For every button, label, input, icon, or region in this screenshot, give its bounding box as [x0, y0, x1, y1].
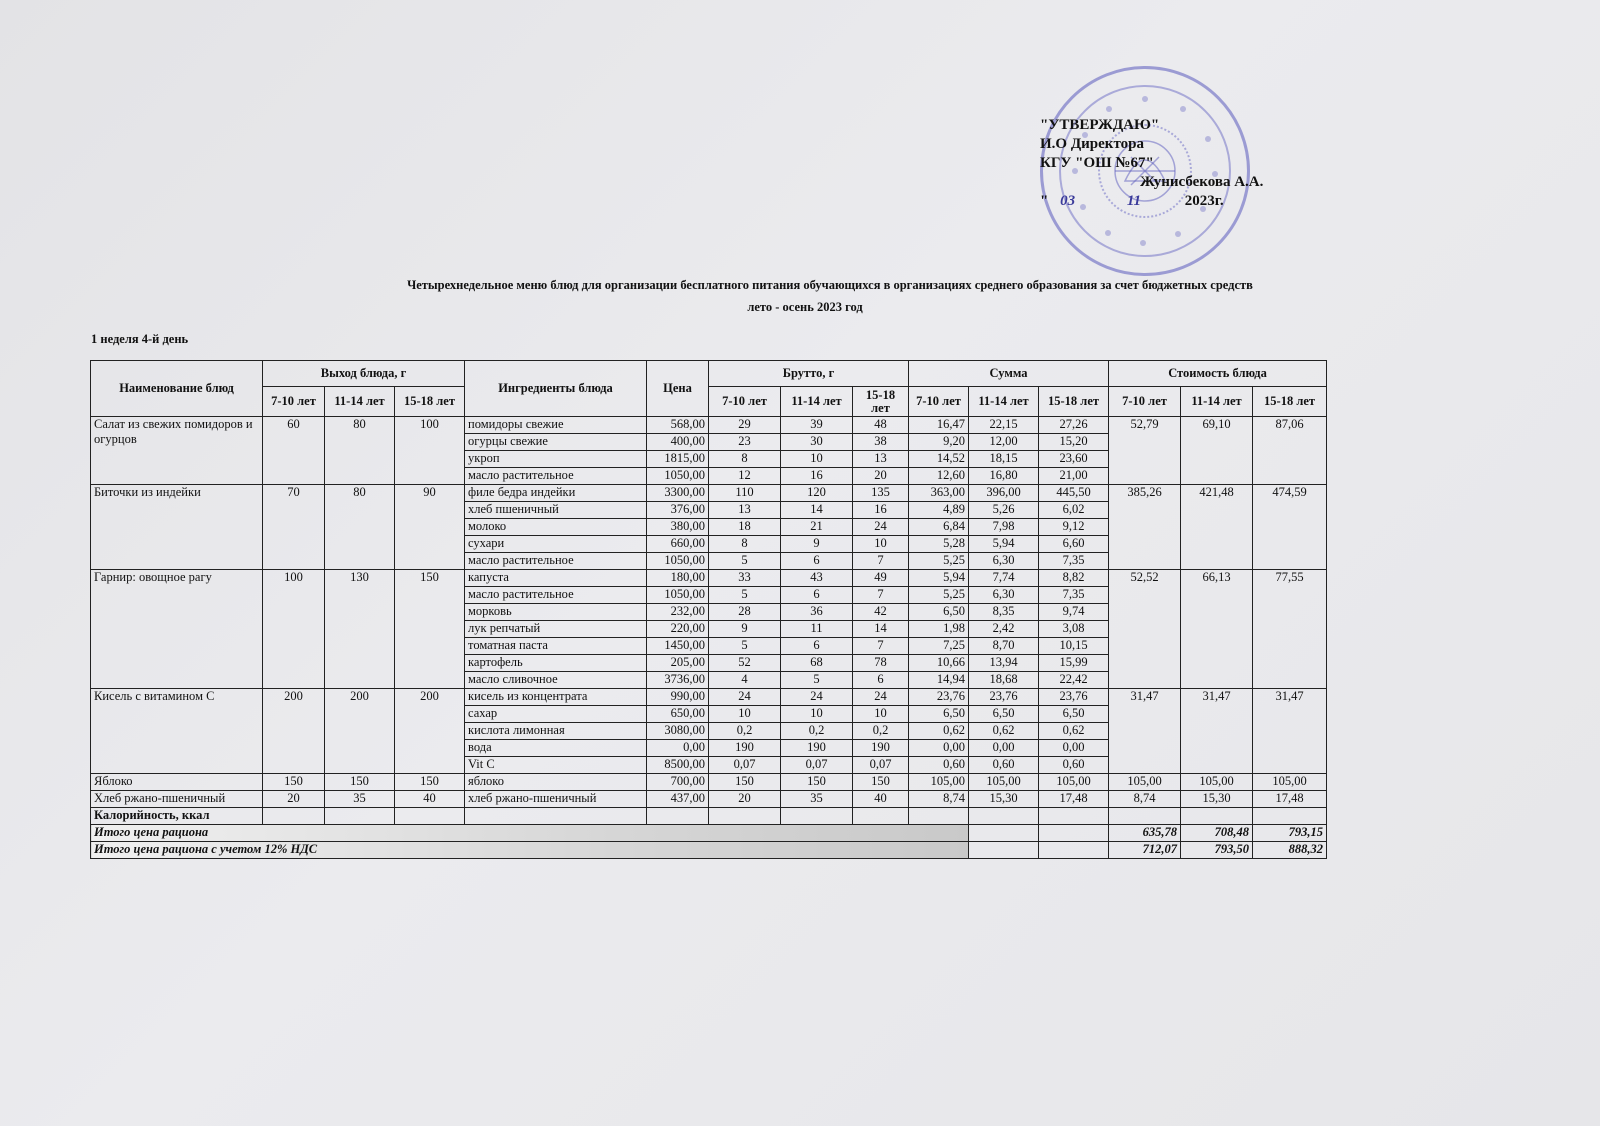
ingredient-sum: 23,76: [969, 689, 1039, 706]
ingredient-sum: 6,60: [1039, 536, 1109, 553]
ingredient-name: сахар: [465, 706, 647, 723]
ingredient-price: 380,00: [647, 519, 709, 536]
ingredient-brutto: 120: [781, 485, 853, 502]
approval-date-day: 03: [1060, 193, 1076, 209]
ingredient-sum: 12,00: [969, 434, 1039, 451]
ingredient-brutto: 21: [781, 519, 853, 536]
ingredient-price: 568,00: [647, 417, 709, 434]
dish-cost: 52,52: [1109, 570, 1181, 689]
ingredient-name: яблоко: [465, 774, 647, 791]
ingredient-name: огурцы свежие: [465, 434, 647, 451]
ingredient-name: хлеб ржано-пшеничный: [465, 791, 647, 808]
ingredient-name: масло сливочное: [465, 672, 647, 689]
dish-cost: 52,79: [1109, 417, 1181, 485]
total-row: [91, 842, 1327, 859]
ingredient-sum: 5,94: [969, 536, 1039, 553]
calories-cell: [263, 808, 325, 825]
table-row: [91, 774, 1327, 791]
ingredient-sum: 6,50: [969, 706, 1039, 723]
ingredient-price: 650,00: [647, 706, 709, 723]
ingredient-sum: 22,42: [1039, 672, 1109, 689]
table-row: [91, 570, 1327, 587]
ingredient-name: кисель из концентрата: [465, 689, 647, 706]
total-value: 793,50: [1181, 842, 1253, 859]
ingredient-sum: 23,76: [909, 689, 969, 706]
ingredient-sum: 9,74: [1039, 604, 1109, 621]
ingredient-brutto: 49: [853, 570, 909, 587]
approval-block: [1040, 116, 1300, 211]
ingredient-name: филе бедра индейки: [465, 485, 647, 502]
menu-table: [90, 360, 1327, 859]
ingredient-name: молоко: [465, 519, 647, 536]
dish-yield: 130: [325, 570, 395, 689]
header-yield-age2: 11-14 лет: [325, 387, 395, 417]
dish-cost: 17,48: [1253, 791, 1327, 808]
table-row: [91, 791, 1327, 808]
ingredient-brutto: 35: [781, 791, 853, 808]
ingredient-brutto: 5: [709, 553, 781, 570]
ingredient-brutto: 28: [709, 604, 781, 621]
ingredient-name: картофель: [465, 655, 647, 672]
ingredient-brutto: 150: [781, 774, 853, 791]
ingredient-brutto: 7: [853, 553, 909, 570]
dish-cost: 105,00: [1181, 774, 1253, 791]
ingredient-name: лук репчатый: [465, 621, 647, 638]
header-cost-age3: 15-18 лет: [1253, 387, 1327, 417]
ingredient-brutto: 14: [853, 621, 909, 638]
ingredient-name: Vit C: [465, 757, 647, 774]
ingredient-name: сухари: [465, 536, 647, 553]
ingredient-sum: 1,98: [909, 621, 969, 638]
ingredient-price: 1050,00: [647, 553, 709, 570]
dish-yield: 20: [263, 791, 325, 808]
ingredient-sum: 18,68: [969, 672, 1039, 689]
ingredient-sum: 8,74: [909, 791, 969, 808]
ingredient-brutto: 110: [709, 485, 781, 502]
calories-cell: [465, 808, 647, 825]
total-blank: [969, 825, 1039, 842]
calories-cell: [647, 808, 709, 825]
ingredient-sum: 105,00: [1039, 774, 1109, 791]
ingredient-sum: 6,50: [909, 604, 969, 621]
dish-yield: 150: [263, 774, 325, 791]
dish-yield: 35: [325, 791, 395, 808]
ingredient-price: 660,00: [647, 536, 709, 553]
ingredient-sum: 5,25: [909, 553, 969, 570]
header-sum-age1: 7-10 лет: [909, 387, 969, 417]
ingredient-sum: 4,89: [909, 502, 969, 519]
ingredient-price: 1450,00: [647, 638, 709, 655]
ingredient-price: 8500,00: [647, 757, 709, 774]
ingredient-brutto: 190: [781, 740, 853, 757]
ingredient-brutto: 20: [709, 791, 781, 808]
total-value: 708,48: [1181, 825, 1253, 842]
ingredient-brutto: 12: [709, 468, 781, 485]
dish-cost: 385,26: [1109, 485, 1181, 570]
ingredient-brutto: 150: [853, 774, 909, 791]
dish-cost: 31,47: [1253, 689, 1327, 774]
ingredient-sum: 5,28: [909, 536, 969, 553]
ingredient-brutto: 39: [781, 417, 853, 434]
total-label: Итого цена рациона: [91, 825, 969, 842]
total-row: [91, 825, 1327, 842]
dish-cost: 69,10: [1181, 417, 1253, 485]
ingredient-sum: 7,35: [1039, 587, 1109, 604]
ingredient-sum: 105,00: [969, 774, 1039, 791]
ingredient-brutto: 30: [781, 434, 853, 451]
ingredient-sum: 6,50: [1039, 706, 1109, 723]
dish-yield: 100: [395, 417, 465, 485]
ingredient-name: масло растительное: [465, 587, 647, 604]
dish-yield: 200: [263, 689, 325, 774]
ingredient-sum: 0,00: [1039, 740, 1109, 757]
ingredient-brutto: 10: [853, 536, 909, 553]
ingredient-sum: 16,47: [909, 417, 969, 434]
ingredient-brutto: 48: [853, 417, 909, 434]
ingredient-brutto: 24: [853, 689, 909, 706]
calories-cell: [909, 808, 969, 825]
header-cost: Стоимость блюда: [1109, 361, 1327, 387]
header-cost-age2: 11-14 лет: [1181, 387, 1253, 417]
ingredient-brutto: 68: [781, 655, 853, 672]
ingredient-sum: 18,15: [969, 451, 1039, 468]
ingredient-name: кислота лимонная: [465, 723, 647, 740]
ingredient-sum: 0,00: [909, 740, 969, 757]
ingredient-price: 220,00: [647, 621, 709, 638]
dish-cost: 77,55: [1253, 570, 1327, 689]
dish-yield: 80: [325, 417, 395, 485]
ingredient-brutto: 20: [853, 468, 909, 485]
ingredient-brutto: 24: [709, 689, 781, 706]
approval-date: " 03 11 2023г.: [1040, 193, 1224, 209]
ingredient-brutto: 16: [853, 502, 909, 519]
ingredient-brutto: 4: [709, 672, 781, 689]
calories-cell: [395, 808, 465, 825]
ingredient-price: 1815,00: [647, 451, 709, 468]
ingredient-price: 400,00: [647, 434, 709, 451]
dish-yield: 80: [325, 485, 395, 570]
calories-label: Калорийность, ккал: [91, 808, 263, 825]
ingredient-brutto: 7: [853, 587, 909, 604]
ingredient-brutto: 40: [853, 791, 909, 808]
ingredient-brutto: 24: [853, 519, 909, 536]
ingredient-price: 376,00: [647, 502, 709, 519]
calories-cell: [325, 808, 395, 825]
dish-yield: 70: [263, 485, 325, 570]
ingredient-name: морковь: [465, 604, 647, 621]
dish-yield: 200: [395, 689, 465, 774]
header-brutto: Брутто, г: [709, 361, 909, 387]
ingredient-name: укроп: [465, 451, 647, 468]
title-line-2: лето - осень 2023 год: [747, 300, 863, 314]
ingredient-sum: 7,25: [909, 638, 969, 655]
ingredient-price: 990,00: [647, 689, 709, 706]
ingredient-brutto: 6: [781, 638, 853, 655]
ingredient-price: 1050,00: [647, 587, 709, 604]
ingredient-sum: 6,30: [969, 553, 1039, 570]
ingredient-price: 180,00: [647, 570, 709, 587]
ingredient-name: вода: [465, 740, 647, 757]
ingredient-price: 3300,00: [647, 485, 709, 502]
ingredient-sum: 2,42: [969, 621, 1039, 638]
ingredient-sum: 9,12: [1039, 519, 1109, 536]
ingredient-brutto: 6: [781, 553, 853, 570]
ingredient-sum: 7,35: [1039, 553, 1109, 570]
dish-yield: 150: [395, 570, 465, 689]
dish-cost: 15,30: [1181, 791, 1253, 808]
calories-cell: [1109, 808, 1181, 825]
ingredient-brutto: 0,07: [853, 757, 909, 774]
ingredient-price: 205,00: [647, 655, 709, 672]
header-cost-age1: 7-10 лет: [1109, 387, 1181, 417]
calories-cell: [853, 808, 909, 825]
ingredient-sum: 445,50: [1039, 485, 1109, 502]
ingredient-brutto: 5: [781, 672, 853, 689]
calories-cell: [1253, 808, 1327, 825]
ingredient-sum: 0,60: [909, 757, 969, 774]
dish-yield: 90: [395, 485, 465, 570]
ingredient-sum: 9,20: [909, 434, 969, 451]
ingredient-price: 3080,00: [647, 723, 709, 740]
table-row: [91, 485, 1327, 502]
ingredient-sum: 0,62: [969, 723, 1039, 740]
total-blank: [969, 842, 1039, 859]
ingredient-sum: 15,20: [1039, 434, 1109, 451]
ingredient-brutto: 0,07: [709, 757, 781, 774]
calories-cell: [1181, 808, 1253, 825]
ingredient-brutto: 0,2: [709, 723, 781, 740]
dish-yield: 150: [325, 774, 395, 791]
ingredient-brutto: 36: [781, 604, 853, 621]
dish-yield: 60: [263, 417, 325, 485]
ingredient-brutto: 9: [709, 621, 781, 638]
ingredient-price: 0,00: [647, 740, 709, 757]
dish-name: Гарнир: овощное рагу: [91, 570, 263, 689]
dish-cost: 105,00: [1253, 774, 1327, 791]
ingredient-brutto: 43: [781, 570, 853, 587]
ingredient-sum: 21,00: [1039, 468, 1109, 485]
dish-name: Салат из свежих помидоров и огурцов: [91, 417, 263, 485]
header-sum-age2: 11-14 лет: [969, 387, 1039, 417]
ingredient-sum: 3,08: [1039, 621, 1109, 638]
week-day-label: 1 неделя 4-й день: [91, 332, 189, 346]
header-brutto-age2: 11-14 лет: [781, 387, 853, 417]
ingredient-sum: 0,62: [1039, 723, 1109, 740]
ingredient-brutto: 18: [709, 519, 781, 536]
ingredient-name: хлеб пшеничный: [465, 502, 647, 519]
ingredient-sum: 6,02: [1039, 502, 1109, 519]
menu-body: [91, 417, 1327, 859]
ingredient-sum: 105,00: [909, 774, 969, 791]
dish-cost: 31,47: [1181, 689, 1253, 774]
ingredient-sum: 14,52: [909, 451, 969, 468]
header-price: Цена: [647, 361, 709, 417]
ingredient-price: 437,00: [647, 791, 709, 808]
ingredient-brutto: 33: [709, 570, 781, 587]
calories-cell: [781, 808, 853, 825]
document-title: [0, 274, 1600, 318]
header-brutto-age1: 7-10 лет: [709, 387, 781, 417]
ingredient-sum: 5,26: [969, 502, 1039, 519]
ingredient-sum: 14,94: [909, 672, 969, 689]
ingredient-brutto: 190: [853, 740, 909, 757]
approval-date-year: 2023г.: [1184, 193, 1224, 209]
dish-cost: 8,74: [1109, 791, 1181, 808]
total-value: 793,15: [1253, 825, 1327, 842]
ingredient-sum: 22,15: [969, 417, 1039, 434]
dish-name: Хлеб ржано-пшеничный: [91, 791, 263, 808]
ingredient-brutto: 78: [853, 655, 909, 672]
header-yield-age1: 7-10 лет: [263, 387, 325, 417]
ingredient-brutto: 9: [781, 536, 853, 553]
ingredient-name: масло растительное: [465, 468, 647, 485]
ingredient-brutto: 13: [709, 502, 781, 519]
header-yield-age3: 15-18 лет: [395, 387, 465, 417]
ingredient-brutto: 29: [709, 417, 781, 434]
dish-cost: 105,00: [1109, 774, 1181, 791]
ingredient-brutto: 190: [709, 740, 781, 757]
ingredient-sum: 0,62: [909, 723, 969, 740]
ingredient-brutto: 24: [781, 689, 853, 706]
header-sum-age3: 15-18 лет: [1039, 387, 1109, 417]
dish-cost: 421,48: [1181, 485, 1253, 570]
ingredient-sum: 5,94: [909, 570, 969, 587]
ingredient-sum: 6,50: [909, 706, 969, 723]
title-line-1: Четырехнедельное меню блюд для организации бесплатного питания обучающихся в организациях среднего образования за счет бюджетных средств: [407, 278, 1253, 292]
ingredient-price: 3736,00: [647, 672, 709, 689]
header-sum: Сумма: [909, 361, 1109, 387]
ingredient-brutto: 13: [853, 451, 909, 468]
ingredient-sum: 12,60: [909, 468, 969, 485]
dish-yield: 100: [263, 570, 325, 689]
dish-yield: 150: [395, 774, 465, 791]
ingredient-sum: 10,15: [1039, 638, 1109, 655]
ingredient-sum: 23,60: [1039, 451, 1109, 468]
ingredient-brutto: 150: [709, 774, 781, 791]
ingredient-name: капуста: [465, 570, 647, 587]
ingredient-sum: 8,82: [1039, 570, 1109, 587]
header-brutto-age3: 15-18 лет: [853, 387, 909, 417]
approval-organization: КГУ "ОШ №67": [1040, 155, 1154, 171]
calories-row: [91, 808, 1327, 825]
ingredient-sum: 363,00: [909, 485, 969, 502]
ingredient-brutto: 42: [853, 604, 909, 621]
total-label: Итого цена рациона с учетом 12% НДС: [91, 842, 969, 859]
dish-yield: 200: [325, 689, 395, 774]
ingredient-sum: 6,30: [969, 587, 1039, 604]
ingredient-brutto: 6: [853, 672, 909, 689]
ingredient-brutto: 14: [781, 502, 853, 519]
ingredient-brutto: 10: [709, 706, 781, 723]
ingredient-name: масло растительное: [465, 553, 647, 570]
dish-yield: 40: [395, 791, 465, 808]
ingredient-brutto: 16: [781, 468, 853, 485]
calories-cell: [969, 808, 1039, 825]
total-blank: [1039, 825, 1109, 842]
total-value: 888,32: [1253, 842, 1327, 859]
ingredient-sum: 15,99: [1039, 655, 1109, 672]
ingredient-sum: 13,94: [969, 655, 1039, 672]
ingredient-price: 700,00: [647, 774, 709, 791]
ingredient-brutto: 23: [709, 434, 781, 451]
approval-heading: "УТВЕРЖДАЮ": [1040, 117, 1160, 133]
ingredient-sum: 16,80: [969, 468, 1039, 485]
total-blank: [1039, 842, 1109, 859]
ingredient-sum: 5,25: [909, 587, 969, 604]
ingredient-sum: 8,35: [969, 604, 1039, 621]
ingredient-name: томатная паста: [465, 638, 647, 655]
ingredient-sum: 27,26: [1039, 417, 1109, 434]
ingredient-brutto: 38: [853, 434, 909, 451]
ingredient-sum: 7,74: [969, 570, 1039, 587]
ingredient-sum: 396,00: [969, 485, 1039, 502]
total-value: 635,78: [1109, 825, 1181, 842]
ingredient-brutto: 0,07: [781, 757, 853, 774]
ingredient-name: помидоры свежие: [465, 417, 647, 434]
dish-cost: 474,59: [1253, 485, 1327, 570]
ingredient-brutto: 52: [709, 655, 781, 672]
ingredient-brutto: 0,2: [781, 723, 853, 740]
ingredient-sum: 0,00: [969, 740, 1039, 757]
dish-name: Биточки из индейки: [91, 485, 263, 570]
ingredient-sum: 23,76: [1039, 689, 1109, 706]
ingredient-brutto: 0,2: [853, 723, 909, 740]
approval-signatory: Жунисбекова А.А.: [1140, 174, 1264, 190]
header-yield: Выход блюда, г: [263, 361, 465, 387]
approval-date-month: 11: [1126, 193, 1142, 209]
table-row: [91, 689, 1327, 706]
ingredient-sum: 8,70: [969, 638, 1039, 655]
approval-position: И.О Директора: [1040, 136, 1144, 152]
ingredient-sum: 0,60: [1039, 757, 1109, 774]
dish-name: Яблоко: [91, 774, 263, 791]
calories-cell: [709, 808, 781, 825]
ingredient-brutto: 11: [781, 621, 853, 638]
ingredient-sum: 17,48: [1039, 791, 1109, 808]
total-value: 712,07: [1109, 842, 1181, 859]
dish-cost: 66,13: [1181, 570, 1253, 689]
ingredient-brutto: 135: [853, 485, 909, 502]
ingredient-brutto: 6: [781, 587, 853, 604]
ingredient-brutto: 5: [709, 638, 781, 655]
ingredient-sum: 15,30: [969, 791, 1039, 808]
header-ingredients: Ингредиенты блюда: [465, 361, 647, 417]
dish-cost: 31,47: [1109, 689, 1181, 774]
ingredient-brutto: 5: [709, 587, 781, 604]
ingredient-price: 232,00: [647, 604, 709, 621]
ingredient-brutto: 10: [781, 706, 853, 723]
ingredient-brutto: 8: [709, 536, 781, 553]
ingredient-sum: 10,66: [909, 655, 969, 672]
table-row: [91, 417, 1327, 434]
ingredient-brutto: 8: [709, 451, 781, 468]
ingredient-brutto: 10: [853, 706, 909, 723]
ingredient-sum: 6,84: [909, 519, 969, 536]
dish-name: Кисель с витамином С: [91, 689, 263, 774]
calories-cell: [1039, 808, 1109, 825]
ingredient-sum: 7,98: [969, 519, 1039, 536]
ingredient-brutto: 10: [781, 451, 853, 468]
dish-cost: 87,06: [1253, 417, 1327, 485]
ingredient-price: 1050,00: [647, 468, 709, 485]
ingredient-sum: 0,60: [969, 757, 1039, 774]
ingredient-brutto: 7: [853, 638, 909, 655]
header-dish: Наименование блюд: [91, 361, 263, 417]
